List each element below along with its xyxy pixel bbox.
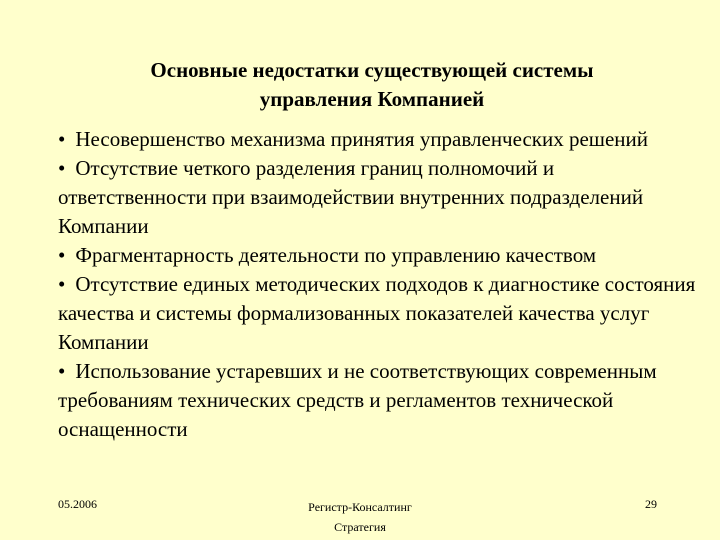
bullet-text: Отсутствие четкого разделения границ полномочий и ответственности при взаимодействии внутренних подразделений Компании	[58, 156, 644, 238]
bullet-item	[58, 357, 708, 444]
bullet-item	[58, 125, 708, 154]
slide-title-line-2: управления Компанией	[259, 87, 485, 111]
bullet-item	[58, 241, 708, 270]
bullet-mark: •	[58, 359, 66, 383]
bullet-text: Отсутствие единых методических подходов к диагностике состояния качества и системы формализованных показателей качества услуг Компании	[58, 272, 696, 354]
bullet-text: Фрагментарность деятельности по управлению качеством	[75, 243, 597, 267]
bullet-item	[58, 270, 708, 357]
bullet-mark: •	[58, 272, 66, 296]
footer-section: Стратегия	[334, 520, 386, 534]
bullet-text: Использование устаревших и не соответствующих современным требованиям технических средств и регламентов технической оснащенности	[58, 359, 657, 441]
bullet-mark: •	[58, 243, 66, 267]
page-number: 29	[645, 497, 657, 511]
bullet-mark: •	[58, 156, 66, 180]
bullet-item	[58, 154, 708, 241]
footer-center	[240, 497, 480, 537]
slide-title-line-1: Основные недостатки существующей системы	[150, 58, 594, 82]
footer-date: 05.2006	[58, 497, 97, 511]
bullet-mark: •	[58, 127, 66, 151]
footer-company: Регистр-Консалтинг	[308, 500, 412, 514]
bullet-list	[58, 125, 708, 444]
slide-title	[0, 56, 720, 114]
bullet-text: Несовершенство механизма принятия управленческих решений	[75, 127, 648, 151]
